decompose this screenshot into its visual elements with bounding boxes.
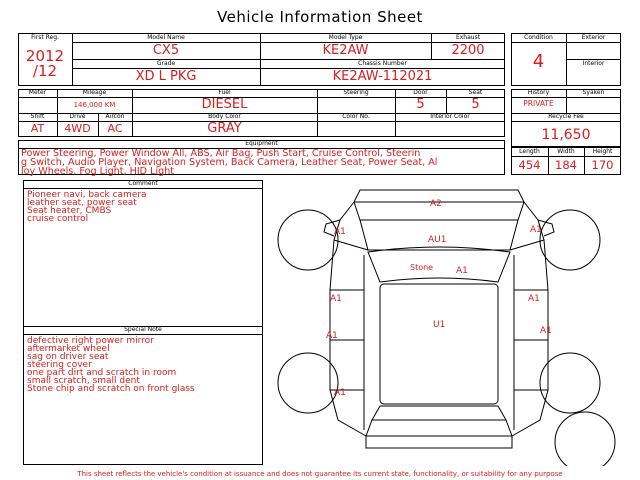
exhaust-value: 2200 [451, 43, 485, 58]
chassis-number-label: Chassis Number [358, 60, 407, 67]
condition-label: Condition [524, 34, 553, 41]
meter-label: Meter [28, 89, 47, 96]
length-value: 454 [518, 158, 541, 172]
chassis-number-value: KE2AW-112021 [332, 69, 433, 84]
seat-label: Seat [468, 89, 483, 96]
special-note-line-1: defective right power mirror [27, 336, 154, 346]
recycle-fee-label: Recycle Fee [548, 113, 584, 120]
comment-line-4: cruise control [27, 214, 89, 224]
mark-au1: AU1 [428, 235, 447, 245]
special-note-line-5: one part dirt and scratch in room [27, 368, 177, 378]
width-label: Width [557, 148, 575, 155]
aircon-value: AC [107, 122, 123, 135]
door-label: Door [413, 89, 428, 96]
seat-value: 5 [471, 97, 480, 112]
condition-value: 4 [532, 51, 545, 72]
comment-label: Comment [128, 180, 158, 187]
drive-label: Drive [69, 113, 86, 120]
interior-label: Interior [582, 60, 605, 67]
comment-line-2: leather seat, power seat [27, 198, 137, 208]
mark-a2: A2 [430, 199, 442, 209]
special-note-label: Special Note [124, 326, 162, 333]
comment-line-1: Pioneer navi, back camera [27, 190, 147, 200]
mileage-value: 146,000 KM [73, 101, 116, 109]
fuel-label: Fuel [218, 89, 231, 96]
special-note-line-3: sag on driver seat [27, 352, 109, 362]
body-color-label: Body Color [208, 113, 241, 120]
spare-wheel [555, 412, 615, 466]
height-value: 170 [591, 158, 614, 172]
equipment-line-2: g Switch, Audio Player, Navigation System, Back Camera, Leather Seat, Power Seat, Al [21, 157, 438, 168]
mark-a1-center: A1 [456, 266, 468, 276]
exhaust-label: Exhaust [455, 34, 481, 41]
first-reg-label: First Reg. [31, 34, 59, 41]
sheet-title: Vehicle Information Sheet [217, 8, 423, 26]
width-value: 184 [555, 158, 577, 172]
model-name-value: CX5 [152, 43, 180, 58]
equipment-label: Equipment [245, 140, 278, 147]
grade-label: Grade [156, 60, 176, 67]
mark-a1-left-upper: A1 [330, 294, 342, 304]
equipment-line-1: Power Steering, Power Window All, ABS, Air Bag, Push Start, Cruise Control, Steerin [21, 148, 421, 159]
first-reg-month: /12 [32, 62, 58, 80]
equipment-line-3: loy Wheels, Fog Light, HID Light [21, 166, 175, 177]
exterior-label: Exterior [581, 34, 606, 41]
recycle-fee-value: 11,650 [541, 127, 591, 143]
wheel-rear-right [540, 353, 600, 413]
syaken-label: Syaken [582, 89, 605, 96]
steering-label: Steering [343, 89, 369, 96]
special-note-line-6: small scratch, small dent [27, 376, 140, 386]
body-color-value: GRAY [207, 121, 242, 136]
mark-a1-rear-left: A1 [334, 388, 346, 398]
first-reg-year: 2012 [25, 47, 65, 65]
door-value: 5 [416, 97, 425, 112]
mark-a1-top-right: A1 [530, 225, 542, 235]
height-label: Height [592, 148, 613, 155]
wheel-front-right [540, 210, 600, 270]
model-type-label: Model Type [328, 34, 363, 41]
special-note-line-2: aftermarket wheel [27, 344, 110, 354]
model-name-label: Model Name [147, 34, 185, 41]
history-label: History [527, 89, 550, 96]
drive-value: 4WD [64, 122, 91, 135]
model-type-value: KE2AW [322, 43, 369, 58]
mark-u1: U1 [433, 320, 446, 330]
comment-line-3: Seat heater, CMBS [27, 206, 112, 216]
mark-stone: Stone [410, 263, 434, 272]
length-label: Length [519, 148, 540, 155]
footer-disclaimer: This sheet reflects the vehicle's condition at issuance and does not guarantee its current state, functionality, or suitability for any purpose [77, 470, 563, 478]
fuel-value: DIESEL [201, 97, 248, 112]
mark-a1-right-upper: A1 [528, 294, 540, 304]
special-note-line-4: steering cover [27, 360, 92, 370]
shift-label: Shift [30, 113, 45, 120]
wheel-rear-left [278, 353, 338, 413]
history-value: PRIVATE [523, 99, 554, 108]
wheel-front-left [278, 210, 338, 270]
mark-a1-left-lower: A1 [326, 331, 338, 341]
special-note-line-7: Stone chip and scratch on front glass [27, 384, 195, 394]
interior-color-label: Interior Color [430, 113, 470, 120]
grade-value: XD L PKG [135, 69, 197, 84]
mark-a1-right-lower: A1 [540, 326, 552, 336]
mileage-label: Mileage [82, 89, 107, 96]
car-damage-diagram [268, 180, 618, 466]
shift-value: AT [30, 122, 45, 135]
aircon-label: Aircon [105, 113, 125, 120]
mark-a1-top-left: A1 [334, 227, 346, 237]
color-no-label: Color No. [342, 113, 370, 120]
